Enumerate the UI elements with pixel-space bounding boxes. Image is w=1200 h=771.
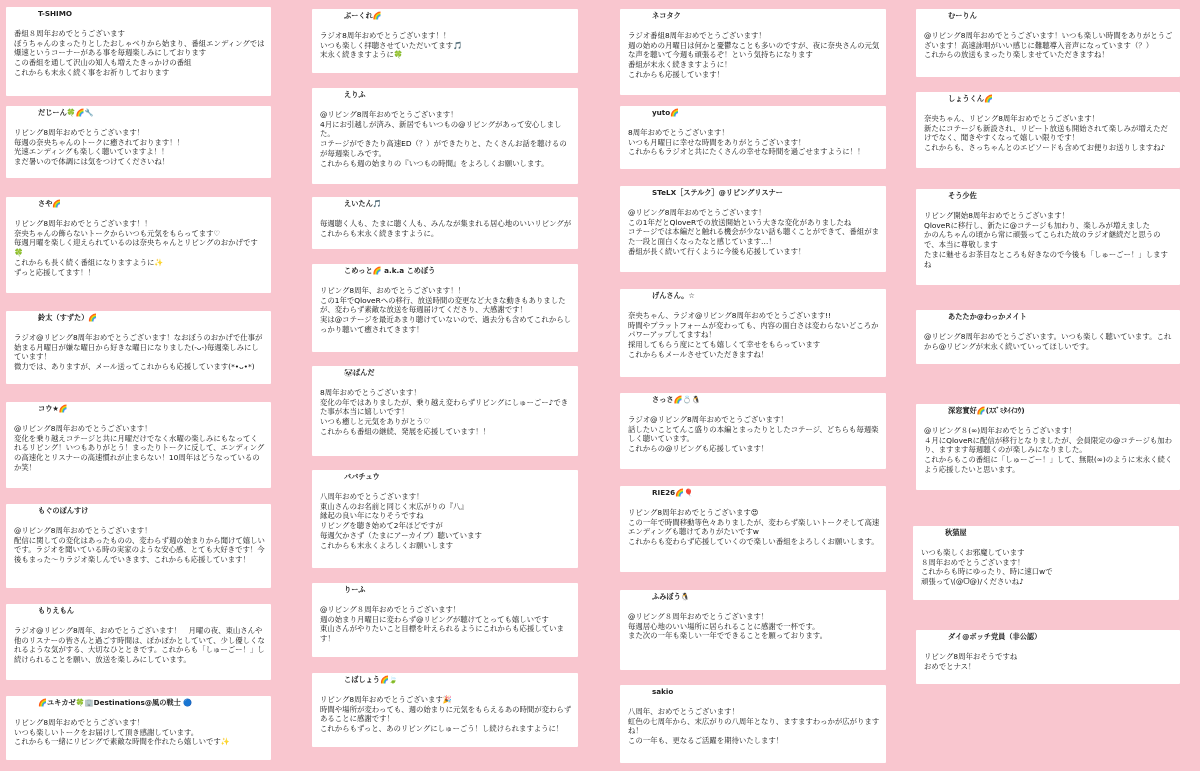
sender-name: ババチュウ <box>344 472 380 481</box>
message-text: リビング開始8周年おめでとうございます！ QloveRに移行し、新たに@コテージも加わり、楽しみが増えました かのんちゃんの頃から常に頑張ってこられた故のラジオ継続だと思うので、本当に尊敬します たまに魅せるお茶目なところも好きなので今後も「しゅーごー！」しますね <box>924 210 1168 269</box>
message-text: 8周年おめでとうございます！ 変化の年ではありましたが、乗り越え変わらずリビングにしゅーごー♪できた事が本当に嬉しいです！ いつも癒しと元気をありがとう♡ これからも番組の継続、発展を応援しています！！ <box>320 387 569 436</box>
sender-name: りーふ <box>344 585 366 594</box>
message-card <box>6 106 271 178</box>
message-text: @リビング8周年おめでとうございます！ 変化を乗り越えコテージと共に月曜だけでなく水曜の楽しみにもなってくれるリビング！いつもありがとう！まったりトークに反して、エンディングの高速化とリスナーの高速慣れが止まらない！10周年はどうなっているのか笑！ <box>14 423 265 472</box>
message-card <box>620 106 886 169</box>
message-card <box>620 289 886 377</box>
sender-name: もりえもん <box>38 606 74 615</box>
message-card <box>620 393 886 469</box>
message-card <box>312 264 578 352</box>
message-text: 八周年、おめでとうございます！ 虹色の七周年から、末広がりの八周年となり、ますますわっかが広がりますね！ この一年も、更なるご活躍を期待いたします！ <box>628 706 880 746</box>
message-card <box>620 685 886 763</box>
message-card <box>913 526 1179 600</box>
message-card <box>916 189 1180 285</box>
message-card <box>312 583 578 657</box>
message-card <box>312 197 578 249</box>
message-text: リビング8周年おめでとうございます🎉 時間や場所が変わっても、週の始まりに元気をもらえるあの時間が変わらずあることに感謝です！ これからもずっと、あのリビングにしゅーごう！し続けられますように！ <box>320 694 572 734</box>
message-text: ラジオ番組8周年おめでとうございます！ 週の始めの月曜日は何かと憂鬱なことも多いのですが、夜に奈央さんの元気な声を聴いて今週も頑張るぞ！という気持ちになります 番組が末永く続きますように！ これからも応援しています！ <box>628 30 880 79</box>
message-text: 番組８周年おめでとうございます ぼうちゃんのまったりとしたおしゃべりから始まり、番組エンディングでは爆速というコーナーがある事を毎週楽しみにしております この番組を通して沢山の知人も増えたきっかけの番組 これからも末永く続く事をお祈りしております <box>14 28 265 77</box>
sender-name: えいたん🎵 <box>344 199 382 208</box>
sender-name: もぐのぽんすけ <box>38 506 89 515</box>
message-card <box>312 673 578 747</box>
sender-name: さっさ🌈💍🐧 <box>652 395 701 404</box>
message-text: 毎週聴く人も、たまに聴く人も、みんなが集まれる居心地のいいリビングがこれからも末永く続きますように。 <box>320 218 572 238</box>
sender-name: えりふ <box>344 90 366 99</box>
message-text: 8周年おめでとうございます！ いつも月曜日に幸せな時間をありがとうございます！ これからもラジオと共にたくさんの幸せな時間を過ごせますように！！ <box>628 127 865 157</box>
sender-name: T-SHIMO <box>38 9 72 18</box>
message-text: ラジオ@リビング8周年おめでとうございます！ 話したいことてんこ盛りの本編とまったりとしたコテージ、どちらも毎週楽しく聴いています。 これからの@リビングも応援しています！ <box>628 414 879 454</box>
message-text: リビング8周年おそうですね おめでとナス！ <box>924 651 1018 671</box>
sender-name: 深窓實好🌈(ｽｽﾞﾐﾀｲｲｺｳ) <box>948 406 1025 415</box>
sender-name: げんさん。☆ <box>652 291 695 300</box>
message-text: @リビング8周年おめでとうございます。いつも楽しく聴いています。これから@リビングが末永く続いていってほしいです。 <box>924 331 1172 351</box>
message-text: @リビング８(∞)周年おめでとうございます！ ４月にQloveRに配信が移行となりましたが、会員限定の@コテージも加わり、ますます毎週聴くのが楽しみになりました。 これからもこの番組に「しゅーごー！」して、無限(∞)のように末永く続くよう応援したいと思います。 <box>924 425 1173 474</box>
sender-name: さや🌈 <box>38 199 62 208</box>
sender-name: あたたか@わっかメイト <box>948 312 1027 321</box>
message-card <box>6 604 271 680</box>
sender-name: sakio <box>652 687 674 696</box>
message-card <box>6 402 271 488</box>
message-card <box>6 504 271 588</box>
message-text: リビング8周年おめでとうございます！ 毎週の奈央ちゃんのトークに癒されております！！ 光速エンディングも楽しく聴いていますよ！！ まだ暑いので体調には気をつけてくださいね！ <box>14 127 184 167</box>
message-text: リビング8周年、おめでとうございます！！ この1年でQloveRへの移行、放送時間の変更など大きな動きもありましたが、変わらず素敵な放送を毎週届けてくださり、大感謝です！ 実は@コテージを最近あまり聴けていないので、過去分も含めてこれからしっかり聴いて癒されてきます！ <box>320 285 571 334</box>
message-text: @リビング8周年おめでとうございます！ 4月にお引越しが済み、新居でもいつもの@リビングがあって安心しました。 コテージができたり高速ED（？）ができたりと、たくさんお話を聴けるのが毎週楽しみです。 これからも週の始まりの『いつもの時間』をよろしくお願いします。 <box>320 109 567 168</box>
sender-name: こばしょう🌈🍃 <box>344 675 398 684</box>
sender-name: そう少佐 <box>948 191 977 200</box>
message-card <box>6 311 271 384</box>
message-card <box>6 197 271 293</box>
message-card <box>916 404 1180 490</box>
sender-name: 🌈ユキカゼ🍀🏢Destinations@風の戦士 🔵 <box>38 698 193 707</box>
message-text: 奈央ちゃん、リビング8周年おめでとうございます！ 新たにコテージも新設され、リピート放送も開始されて楽しみが増えただけでなく、聞きやすくなって嬉しい限りです！ これからも、さっちゃんとのエピソードも含めてお便りお送りしますね♪ <box>924 113 1168 153</box>
sender-name: RIE26🌈🎈 <box>652 488 694 497</box>
message-text: ラジオ8周年おめでとうございます！！ いつも楽しく拝聴させていただいてます🎵 末永く続きますように🍀 <box>320 30 463 60</box>
sender-name: だじーん🍀🌈🔧 <box>38 108 94 117</box>
message-card <box>312 9 578 73</box>
message-card <box>916 92 1180 168</box>
message-card <box>620 9 886 95</box>
sender-name: しょうくん🌈 <box>948 94 993 103</box>
message-card <box>312 366 578 456</box>
sender-name: ぶーくれ🌈 <box>344 11 382 20</box>
sender-name: ふみぼう🐧 <box>652 592 690 601</box>
message-text: @リビング８周年おめでとうございます！ 毎週居心地のいい場所に居られることに感謝で一杯です。 また次の一年も楽しい一年でできることを願っております。 <box>628 611 827 641</box>
message-text: いつも楽しくお邪魔しています ８周年おめでとうございます！ これからも時にゆったり、時に速口wで 頑張って\(@ᗜ@)/くださいね♪ <box>921 547 1053 587</box>
sender-name: 🐼ぱんだ <box>344 368 375 377</box>
sender-name: STeLX［ステルク］@リビングリスナー <box>652 188 783 197</box>
sender-name: 鈴太（すずた）🌈 <box>38 313 98 322</box>
message-text: @リビング８周年おめでとうございます！ 週の始まり月曜日に変わらず@リビングが聴けてとっても嬉しいです 東山さんがやりたいこと目標を叶えられるようにこれからも応援しています！ <box>320 604 564 644</box>
message-text: 八周年おめでとうございます！ 東山さんのお名前と同じく末広がりの『八』 縁起の良い年になりそうですね リビングを聴き始めて2年ほどですが 毎週欠かさず（たまにアーカイブ）聴いています これからも末永くよろしくお願いします <box>320 491 482 550</box>
message-text: ラジオ@リビング8周年、おめでとうございます！ 月曜の夜、東山さんや他のリスナーの皆さんと過ごす時間は、ぽかぽかとしていて、少し優しくなれるような気がする、大切なひとときです。これからも「しゅーごー！」し続けられることを願い、放送を楽しみにしています。 <box>14 625 265 665</box>
message-text: ラジオ@リビング8周年おめでとうございます！なおぼうのおかげで仕事が始まる月曜日が嫌な曜日から好きな曜日になりました(-ᴗ-)毎週楽しみにしています！ 微力では、ありますが、メール送ってこれからも応援しています(*•ᴗ•*) <box>14 332 263 372</box>
message-card <box>6 696 271 760</box>
sender-name: ダイ@ボッチ党員（非公認） <box>948 632 1042 641</box>
message-text: @リビング8周年おめでとうございます！ 配信に関しての変化はあったものの、変わらず週の始まりから聞けて嬉しいです。ラジオを聞いている時の実家のような安心感、とても大好きです！今後もまった〜りラジオ楽しんでいきます、これからも応援しています！ <box>14 525 265 565</box>
message-card <box>916 310 1180 364</box>
message-text: リビング8周年おめでとうございます😍 この一年で時間移動等色々ありましたが、変わらず楽しいトークそして高速エンディングも聴けてありがたいですw これからも変わらず応援していくので楽しい番組をよろしくお願いします。 <box>628 507 880 547</box>
message-card <box>916 630 1180 684</box>
message-card <box>312 470 578 568</box>
sender-name: yuto🌈 <box>652 108 680 117</box>
message-text: @リビング8周年おめでとうございます！いつも楽しい時間をありがとうございます！高速詠唱がいい感じに難聴導入音声になっています（？） これからの放送もまったり楽しませていただきますね！ <box>924 30 1173 60</box>
sender-name: ネコタク <box>652 11 681 20</box>
message-card <box>620 590 886 670</box>
sender-name: 秋猫屋 <box>945 528 967 537</box>
message-text: 奈央ちゃん、ラジオ@リビング8周年おめでとうございます!! 時間やプラットフォームが変わっても、内容の面白さは変わらないどころかパワーアップしてますね！ 採用してもらう度にとても嬉しくて幸せをもらっています これからもメールさせていただきますね！ <box>628 310 879 359</box>
message-card <box>312 88 578 184</box>
sender-name: こめっと🌈 a.k.a こめぼう <box>344 266 436 275</box>
sender-name: むーりん <box>948 11 977 20</box>
message-card <box>916 9 1180 77</box>
message-card <box>620 186 886 272</box>
message-text: リビング8周年おめでとうございます！ いつも楽しいトークをお届けして頂き感謝しています。 これからも一緒にリビングで素敵な時間を作れたら嬉しいです✨ <box>14 717 230 747</box>
message-card <box>620 486 886 572</box>
message-text: リビング8周年おめでとうございます！！ 奈央ちゃんの飾らないトークからいつも元気をもらってます♡ 毎週月曜を楽しく迎えられているのは奈央ちゃんとリビングのおかげです🍀 これからも長く続く番組になりますように✨ ずっと応援してます！！ <box>14 218 258 277</box>
message-text: @リビング8周年おめでとうございます！ この1年だとQloveRでの放送開始という大きな変化がありましたね コテージでは本編だと触れる機会が少ない話も聴くことができて、番組がまた一段と面白くなったなと感じています…！ 番組が長く続いて行くように今後も応援しています！ <box>628 207 879 256</box>
message-card <box>6 7 271 96</box>
sender-name: コウ★🌈 <box>38 404 68 413</box>
